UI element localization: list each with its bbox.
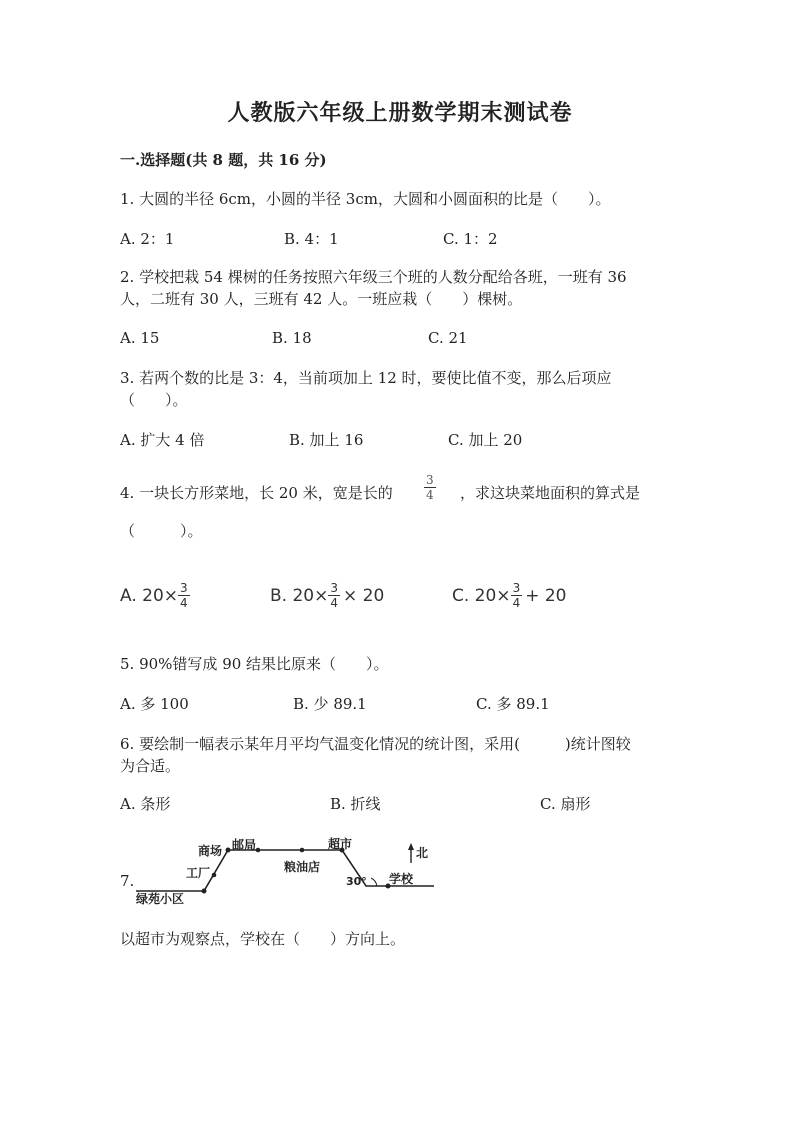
north-arrowhead-icon — [408, 843, 414, 850]
question-4-option-b[interactable] — [270, 582, 384, 609]
page-title: 人教版六年级上册数学期末测试卷 — [227, 100, 573, 126]
fraction-numerator: 3 — [180, 581, 188, 595]
question-2-option-a[interactable]: A. 15 — [120, 329, 160, 347]
option-suffix: × 20 — [343, 585, 385, 606]
question-2-option-c[interactable]: C. 21 — [428, 329, 468, 347]
question-3-line-1: 3. 若两个数的比是 3：4，当前项加上 12 时，要使比值不变，那么后项应 — [120, 369, 612, 387]
question-4-line-2: （ ）。 — [120, 522, 203, 540]
label-xuexiao: 学校 — [389, 872, 414, 886]
question-4-fraction — [424, 474, 436, 501]
fraction-denominator: 4 — [512, 596, 521, 610]
label-gongchang: 工厂 — [186, 866, 211, 880]
question-5-text: 5. 90%错写成 90 结果比原来（ ）。 — [120, 655, 389, 673]
question-2-option-b[interactable]: B. 18 — [272, 329, 312, 347]
question-1-option-a[interactable]: A. 2：1 — [120, 230, 175, 248]
label-shangchang: 商场 — [198, 844, 223, 858]
fraction-numerator: 3 — [330, 581, 338, 595]
question-6-option-c[interactable]: C. 扇形 — [540, 795, 591, 813]
question-3-option-c[interactable]: C. 加上 20 — [448, 431, 523, 449]
fraction-denominator: 4 — [330, 596, 338, 610]
option-suffix: + 20 — [525, 585, 567, 606]
question-7-text: 以超市为观察点，学校在（ ）方向上。 — [120, 930, 406, 948]
question-5-option-a[interactable]: A. 多 100 — [120, 695, 189, 713]
label-north: 北 — [416, 846, 429, 860]
angle-arc — [371, 878, 377, 886]
question-1-option-b[interactable]: B. 4：1 — [284, 230, 339, 248]
question-5-option-c[interactable]: C. 多 89.1 — [476, 695, 550, 713]
question-3-line-2: （ ）。 — [120, 391, 188, 409]
label-chaoshi: 超市 — [328, 837, 353, 851]
shangchang-point — [226, 848, 231, 853]
question-3-option-b[interactable]: B. 加上 16 — [289, 431, 364, 449]
question-4-option-a[interactable] — [120, 582, 190, 609]
fraction-numerator: 3 — [512, 581, 521, 595]
question-6-line-2: 为合适。 — [120, 757, 181, 775]
fraction-denominator: 4 — [180, 596, 188, 610]
label-youju: 邮局 — [232, 838, 257, 852]
youju-point — [256, 848, 261, 853]
question-6-option-b[interactable]: B. 折线 — [330, 795, 381, 813]
question-2-line-1: 2. 学校把栽 54 棵树的任务按照六年级三个班的人数分配给各班，一班有 36 — [120, 268, 627, 286]
fraction-denominator: 4 — [426, 488, 434, 502]
gongchang-point — [212, 873, 217, 878]
section-heading: 一.选择题(共 8 题，共 16 分) — [120, 151, 327, 169]
question-7-number: 7. — [120, 872, 135, 890]
option-prefix: A. 20× — [120, 585, 179, 606]
option-prefix: C. 20× — [452, 585, 511, 606]
fraction-numerator: 3 — [426, 473, 434, 487]
question-6-option-a[interactable]: A. 条形 — [120, 795, 171, 813]
option-prefix: B. 20× — [270, 585, 329, 606]
question-4-option-c[interactable] — [452, 582, 566, 609]
question-1-text: 1. 大圆的半径 6cm，小圆的半径 3cm，大圆和小圆面积的比是（ ）。 — [120, 190, 611, 208]
question-4-text-after: ，求这块菜地面积的算式是 — [460, 484, 641, 502]
liangyou-point — [300, 848, 305, 853]
label-liangyou: 粮油店 — [284, 860, 321, 874]
question-2-line-2: 人，二班有 30 人，三班有 42 人。一班应栽（ ）棵树。 — [120, 290, 523, 308]
question-4-text-before: 4. 一块长方形菜地，长 20 米，宽是长的 — [120, 484, 393, 502]
label-lvyuan: 绿苑小区 — [136, 892, 185, 905]
question-5-option-b[interactable]: B. 少 89.1 — [293, 695, 367, 713]
label-angle: 30° — [346, 875, 367, 888]
lvyuan-point — [202, 889, 207, 894]
question-3-option-a[interactable]: A. 扩大 4 倍 — [120, 431, 205, 449]
question-6-line-1: 6. 要绘制一幅表示某年月平均气温变化情况的统计图，采用( )统计图较 — [120, 735, 631, 753]
route-map-diagram — [134, 835, 444, 905]
question-1-option-c[interactable]: C. 1：2 — [443, 230, 498, 248]
